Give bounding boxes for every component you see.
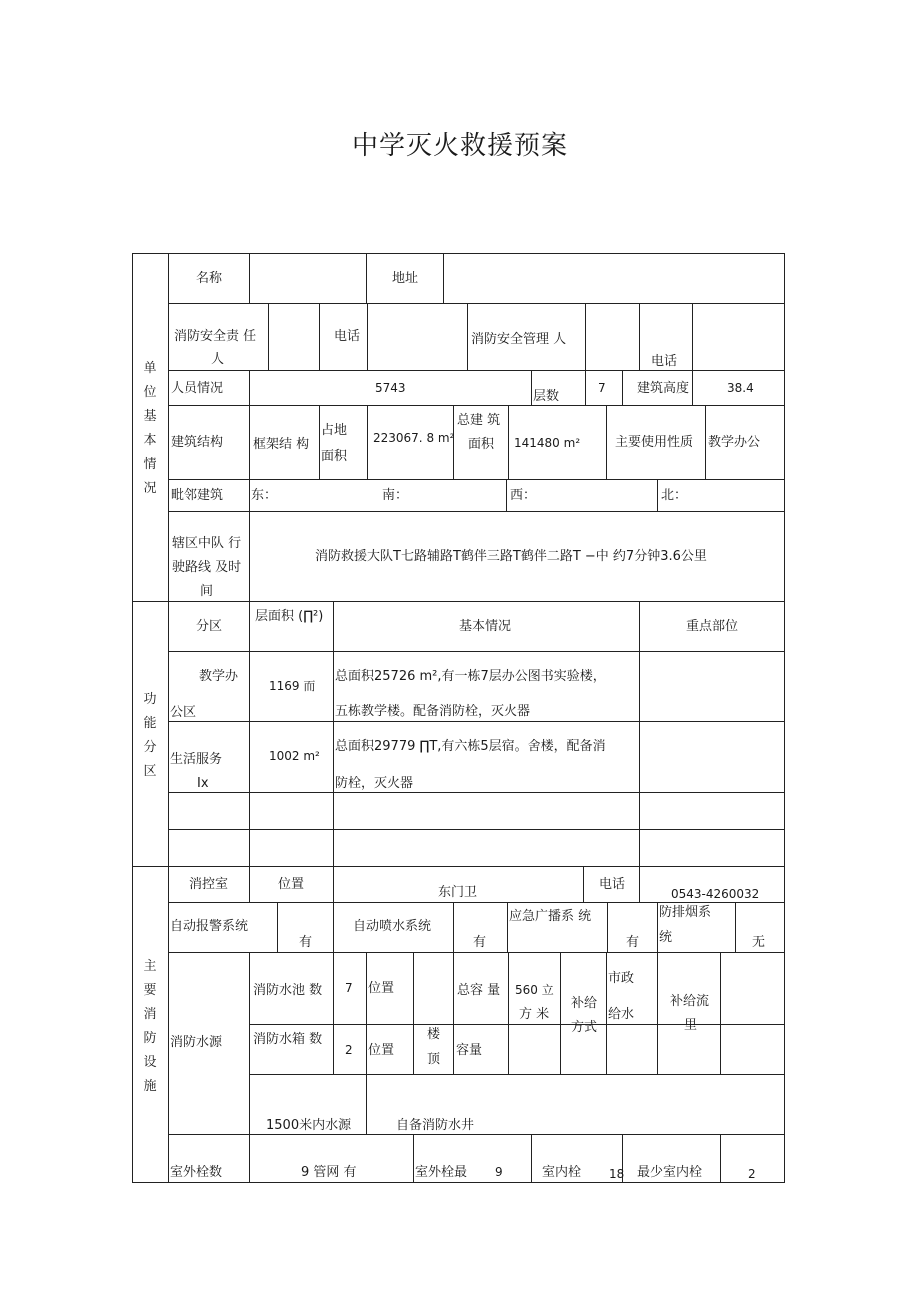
- total-capacity-label: 总容 量: [457, 983, 501, 998]
- total-area-label-2: 面积: [468, 437, 495, 452]
- water-source-label: 消防水源: [170, 1035, 223, 1050]
- supply-flow-label: 补给流: [670, 994, 710, 1009]
- sprinkler-label: 自动喷水系统: [353, 919, 432, 934]
- zone-teaching-info-2: 五栋教学楼。配备消防栓，灭火器: [335, 704, 531, 719]
- outdoor-hydrant-value: 9 管网 有: [301, 1165, 357, 1180]
- nearby-water-value: 自备消防水井: [396, 1118, 475, 1133]
- page-title: 中学灭火救援预案: [351, 131, 568, 161]
- capacity-value: 560 立: [515, 983, 554, 997]
- zone-living-2: Ix: [197, 776, 209, 791]
- alarm-system-value: 有: [299, 935, 313, 950]
- control-room-location-value: 东门卫: [438, 885, 478, 900]
- control-room-label: 消控室: [189, 877, 229, 892]
- zone-teaching-info: 总面积25726 m²,有一栋7层办公图书实验楼，: [335, 669, 606, 684]
- pool-count-value: 7: [345, 981, 353, 995]
- building-height-value: 38.4: [727, 381, 754, 395]
- zone-living-area: 1002 m²: [269, 749, 320, 763]
- zone-header: 分区: [196, 619, 223, 634]
- structure-label: 建筑结构: [171, 435, 224, 450]
- pool-count-label: 消防水池 数: [253, 983, 323, 998]
- min-indoor-hydrant-label: 最少室内栓: [637, 1165, 703, 1180]
- route-value: 消防救援大队T七路辅路T鹤伴三路T鹤伴二路T −中 约7分钟3.6公里: [315, 549, 707, 564]
- supply-method-label-2: 方式: [571, 1020, 598, 1035]
- control-room-phone-label: 电话: [599, 877, 626, 892]
- address-label: 地址: [392, 271, 419, 286]
- zone-teaching-area: 1169 而: [269, 679, 316, 693]
- outdoor-hydrant-label: 室外栓数: [170, 1165, 223, 1180]
- tank-count-value: 2: [345, 1043, 353, 1057]
- smoke-exhaust-value: 无: [752, 935, 766, 950]
- structure-value: 框架结 构: [253, 437, 310, 452]
- usage-label: 主要使用性质: [615, 435, 694, 450]
- supply-flow-label-2: 里: [684, 1018, 698, 1033]
- zone-living: 生活服务: [170, 752, 223, 767]
- land-area-label: 占地: [321, 423, 348, 438]
- key-area-header: 重点部位: [686, 619, 739, 634]
- tank-location-label: 位置: [368, 1043, 395, 1058]
- personnel-value: 5743: [375, 381, 406, 395]
- supply-method-value: 市政: [608, 971, 635, 986]
- control-room-phone-value: 0543-4260032: [671, 887, 760, 901]
- safety-responsible-label-2: 人: [211, 352, 225, 367]
- zone-living-info: 总面积29779 ∏T,有六栋5层宿。舍楼，配备消: [335, 739, 606, 754]
- floor-area-header: 层面积 (∏²): [255, 609, 324, 624]
- min-indoor-hydrant-value: 2: [748, 1167, 756, 1181]
- phone-label-2: 电话: [651, 354, 678, 369]
- broadcast-value: 有: [626, 935, 640, 950]
- safety-manager-label: 消防安全管理 人: [471, 332, 567, 347]
- indoor-hydrant-value: 18: [609, 1167, 625, 1181]
- personnel-label: 人员情况: [171, 381, 224, 396]
- total-area-label: 总建 筑: [457, 413, 501, 428]
- capacity-value-2: 方 米: [519, 1007, 550, 1022]
- adjacent-label: 毗邻建筑: [171, 488, 224, 503]
- section-label-basic: 单位基本情况: [143, 361, 157, 496]
- basic-info-header: 基本情况: [459, 619, 512, 634]
- floors-value: 7: [598, 381, 606, 395]
- smoke-exhaust-label: 防排烟系: [659, 905, 712, 920]
- phone-label: 电话: [334, 329, 361, 344]
- supply-method-label: 补给: [571, 996, 598, 1011]
- land-area-label-2: 面积: [321, 449, 348, 464]
- floors-label: 层数: [533, 389, 560, 404]
- outdoor-hydrant-max-label: 室外栓最: [415, 1165, 468, 1180]
- control-room-location-label: 位置: [278, 877, 305, 892]
- pool-location-label: 位置: [368, 981, 395, 996]
- name-label: 名称: [196, 271, 223, 286]
- safety-responsible-label: 消防安全责 任: [174, 329, 257, 344]
- zone-teaching: 教学办: [199, 669, 239, 684]
- supply-method-value-2: 给水: [608, 1007, 635, 1022]
- route-label: 辖区中队 行: [172, 536, 242, 551]
- building-height-label: 建筑高度: [637, 381, 690, 396]
- smoke-exhaust-label-2: 统: [659, 930, 673, 945]
- adjacent-south: 南：: [382, 488, 409, 503]
- section-label-facilities: 主要消防设施: [143, 959, 157, 1094]
- nearby-water-label: 1500米内水源: [266, 1118, 352, 1133]
- usage-value: 教学办公: [708, 435, 761, 450]
- land-area-value: 223067. 8 m²: [373, 431, 455, 445]
- adjacent-north: 北：: [661, 488, 688, 503]
- broadcast-label: 应急广播系 统: [509, 909, 592, 924]
- sprinkler-value: 有: [473, 935, 487, 950]
- tank-location-value: 楼: [427, 1027, 441, 1042]
- adjacent-west: 西：: [510, 488, 537, 503]
- tank-location-value-2: 顶: [427, 1052, 441, 1067]
- total-area-value: 141480 m²: [514, 436, 581, 450]
- tank-capacity-label: 容量: [456, 1043, 483, 1058]
- alarm-system-label: 自动报警系统: [170, 919, 249, 934]
- zone-teaching-2: 公区: [170, 705, 197, 720]
- outdoor-hydrant-max-value: 9: [495, 1165, 503, 1179]
- zone-living-info-2: 防栓，灭火器: [335, 776, 414, 791]
- indoor-hydrant-label: 室内栓: [542, 1165, 582, 1180]
- route-label-2: 驶路线 及时: [172, 560, 242, 575]
- route-label-3: 间: [200, 584, 214, 599]
- tank-count-label: 消防水箱 数: [253, 1032, 323, 1047]
- adjacent-east: 东：: [251, 488, 278, 503]
- section-label-function: 功能分区: [143, 692, 157, 779]
